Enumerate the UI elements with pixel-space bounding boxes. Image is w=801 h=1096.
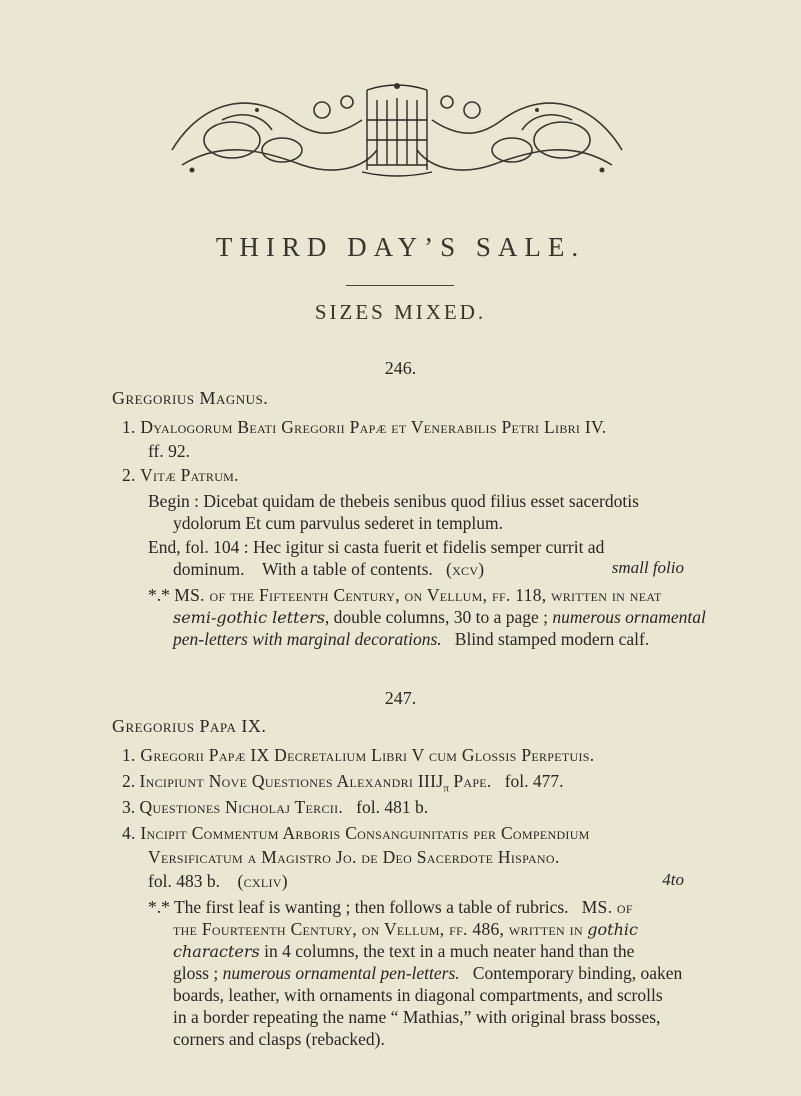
lot-247-author: Gregorius Papa IX. bbox=[112, 716, 267, 736]
sale-day-heading: THIRD DAY’S SALE. bbox=[215, 232, 586, 262]
lot-246-item-2: 2. Vitæ Patrum. bbox=[122, 465, 239, 485]
lot-247-item-4-cont: Versificatum a Magistro Jo. de Deo Sacerdote Hispano. bbox=[148, 847, 560, 867]
lot-247-item-2: 2. Incipiunt Nove Questiones Alexandri $IIIJ_\pi$ Pape. fol. 477. bbox=[122, 771, 564, 795]
lot-247-item-4-folio: fol. 483 b. (cxliv) bbox=[148, 871, 288, 891]
lot-246-ms-description-2: semi-gothic letters, double columns, 30 to a page ; numerous ornamental bbox=[173, 607, 706, 627]
lot-247-description-4: gloss ; numerous ornamental pen-letters. Contemporary binding, oaken bbox=[173, 963, 683, 983]
lot-246-ms-description-1: *.* MS. of the Fifteenth Century, on Vellum, ff. 118, written in neat bbox=[148, 585, 662, 605]
divider bbox=[346, 285, 454, 286]
lot-247-description-2: the Fourteenth Century, on Vellum, ff. 486, written in gothic bbox=[173, 919, 638, 939]
ornamental-headpiece bbox=[162, 80, 632, 180]
lot-246-item-1-folio: ff. 92. bbox=[148, 441, 190, 461]
lot-247-item-4: 4. Incipit Commentum Arboris Consanguinitatis per Compendium bbox=[122, 823, 590, 843]
lot-247-item-1: 1. Gregorii Papæ IX Decretalium Libri V cum Glossis Perpetuis. bbox=[122, 745, 595, 765]
lot-246-ms-description-3: pen-letters with marginal decorations. Blind stamped modern calf. bbox=[173, 629, 650, 649]
lot-247-item-3: 3. Questiones Nicholaj Tercii. fol. 481 b. bbox=[122, 797, 429, 817]
lot-number-247: 247. bbox=[384, 688, 417, 708]
lot-246-begin-cont: ydolorum Et cum parvulus sederet in templum. bbox=[173, 513, 504, 533]
lot-246-end-cont: dominum. With a table of contents. (xcv) bbox=[173, 559, 485, 579]
section-subheading: SIZES MIXED. bbox=[314, 300, 487, 324]
lot-246-author: Gregorius Magnus. bbox=[112, 388, 269, 408]
lot-247-description-6: in a border repeating the name “ Mathias,” with original brass bosses, bbox=[173, 1007, 661, 1027]
lot-247-format: 4to bbox=[662, 870, 684, 889]
lot-247-description-7: corners and clasps (rebacked). bbox=[173, 1029, 385, 1049]
lot-246-item-1: 1. Dyalogorum Beati Gregorii Papæ et Venerabilis Petri Libri IV. bbox=[122, 417, 607, 437]
lot-247-description-1: *.* The first leaf is wanting ; then follows a table of rubrics. MS. of bbox=[148, 897, 633, 917]
lot-246-begin: Begin : Dicebat quidam de thebeis senibus quod filius esset sacerdotis bbox=[148, 491, 639, 511]
lot-246-format: small folio bbox=[611, 558, 684, 577]
lot-247-description-3: characters in 4 columns, the text in a much neater hand than the bbox=[173, 941, 635, 961]
lot-246-end: End, fol. 104 : Hec igitur si casta fuerit et fidelis semper currit ad bbox=[148, 537, 605, 557]
lot-number-246: 246. bbox=[384, 358, 417, 378]
lot-247-description-5: boards, leather, with ornaments in diagonal compartments, and scrolls bbox=[173, 985, 663, 1005]
